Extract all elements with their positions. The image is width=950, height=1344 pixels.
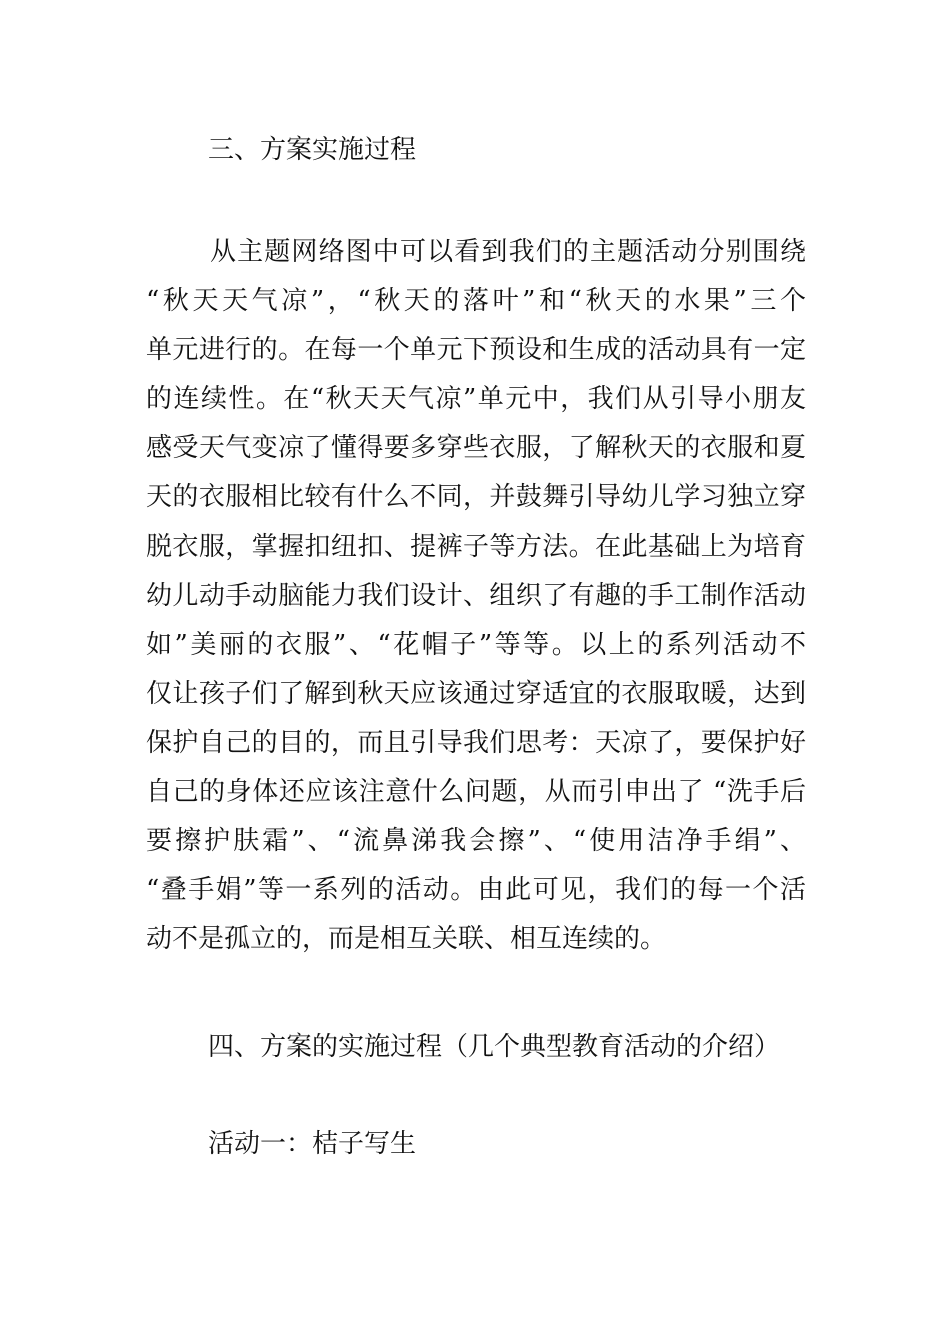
paragraph-line: 脱衣服，掌握扣纽扣、提裤子等方法。在此基础上为培育 bbox=[146, 531, 806, 562]
paragraph-line: 幼儿动手动脑能力我们设计、组织了有趣的手工制作活动 bbox=[146, 580, 806, 611]
paragraph-line: 感受天气变凉了懂得要多穿些衣服，了解秋天的衣服和夏 bbox=[146, 433, 806, 464]
activity-one-heading: 活动一：桔子写生 bbox=[208, 1129, 417, 1159]
paragraph-line: “叠手娟”等一系列的活动。由此可见，我们的每一个活 bbox=[146, 875, 806, 906]
paragraph-line: 天的衣服相比较有什么不同，并鼓舞引导幼儿学习独立穿 bbox=[146, 482, 806, 513]
paragraph-line: 保护自己的目的，而且引导我们思考：天凉了，要保护好 bbox=[146, 727, 806, 758]
paragraph-line: 动不是孤立的，而是相互关联、相互连续的。 bbox=[146, 924, 667, 955]
section-four-heading: 四、方案的实施过程（几个典型教育活动的介绍） bbox=[208, 1032, 781, 1062]
section-three-heading: 三、方案实施过程 bbox=[208, 135, 417, 165]
paragraph-line: 要擦护肤霜”、“流鼻涕我会擦”、“使用洁净手绢”、 bbox=[146, 826, 806, 857]
paragraph-line: “秋天天气凉”，“秋天的落叶”和“秋天的水果”三个 bbox=[146, 286, 806, 317]
paragraph-line: 从主题网络图中可以看到我们的主题活动分别围绕 bbox=[210, 237, 806, 267]
paragraph-line: 如”美丽的衣服”、“花帽子”等等。以上的系列活动不 bbox=[146, 629, 806, 660]
section-three-paragraph bbox=[146, 228, 806, 964]
paragraph-line: 单元进行的。在每一个单元下预设和生成的活动具有一定 bbox=[146, 335, 806, 366]
paragraph-line: 的连续性。在“秋天天气凉”单元中，我们从引导小朋友 bbox=[146, 384, 806, 415]
paragraph-line: 自己的身体还应该注意什么问题，从而引申出了 “洗手后 bbox=[146, 777, 806, 808]
paragraph-line: 仅让孩子们了解到秋天应该通过穿适宜的衣服取暖，达到 bbox=[146, 678, 806, 709]
